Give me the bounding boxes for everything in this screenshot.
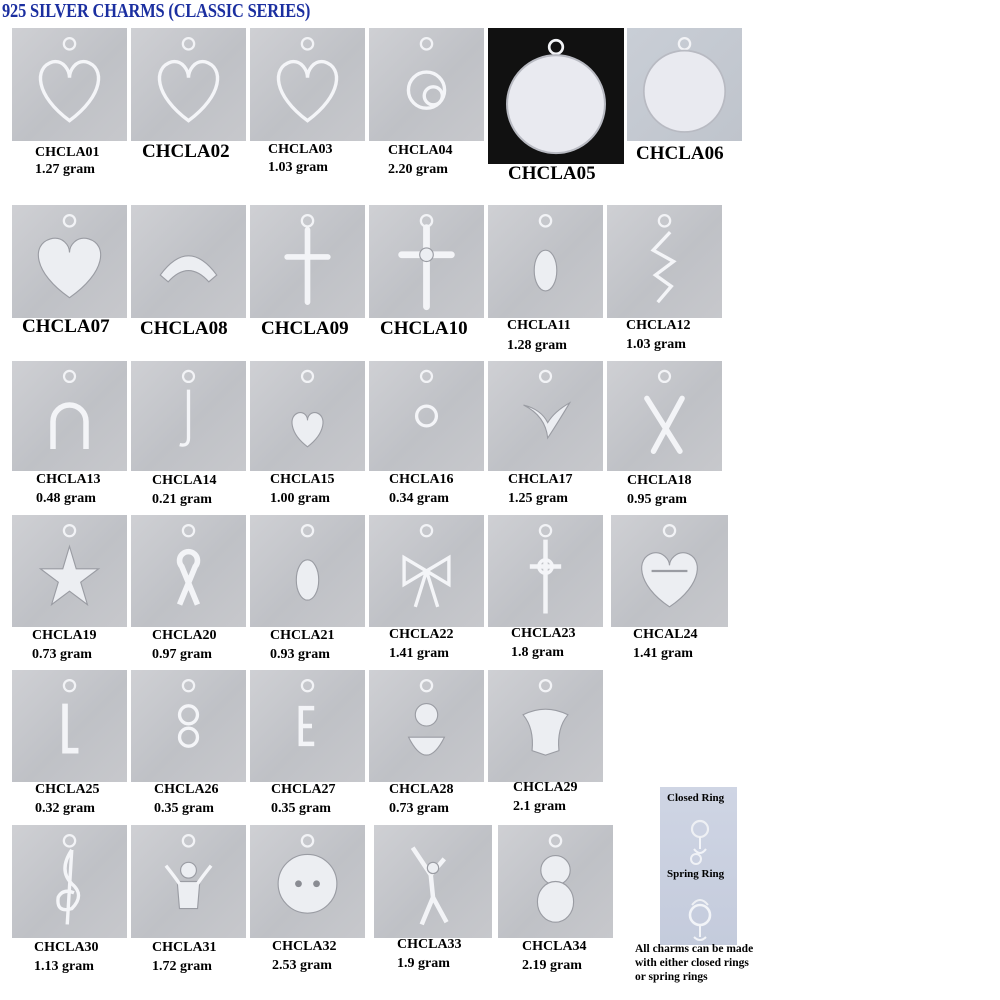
charm-code: CHCLA20 (152, 628, 217, 643)
charm-photo (12, 670, 127, 782)
charm-weight: 0.93 gram (270, 647, 330, 662)
charm-code: CHCLA16 (389, 472, 454, 487)
ring-options-photo (660, 787, 737, 945)
charm-weight: 2.19 gram (522, 958, 582, 973)
bean-icon (250, 515, 365, 627)
charm-code: CHCLA29 (513, 780, 578, 795)
treble-clef-icon (12, 825, 127, 938)
charm-code: CHCLA03 (268, 142, 333, 157)
ring-types-icon (660, 787, 737, 945)
charm-code: CHCLA33 (397, 937, 462, 952)
egg-chick-icon (369, 670, 484, 782)
cupid-icon (131, 825, 246, 938)
charm-code: CHCLA25 (35, 782, 100, 797)
ring-note (635, 942, 775, 984)
charm-code: CHCLA19 (32, 628, 97, 643)
teddy-bear-icon (498, 825, 613, 938)
open-heart-icon (131, 28, 246, 141)
charm-photo (131, 205, 246, 318)
charm-code: CHCLA32 (272, 939, 337, 954)
charm-code: CHCLA04 (388, 143, 453, 158)
charm-weight: 0.32 gram (35, 801, 95, 816)
charm-photo (488, 361, 603, 471)
charm-weight: 1.03 gram (626, 337, 686, 352)
charm-photo (374, 825, 492, 938)
charm-weight: 2.20 gram (388, 162, 448, 177)
charm-weight: 1.28 gram (507, 338, 567, 353)
page-title: 925 SILVER CHARMS (CLASSIC SERIES) (2, 0, 311, 22)
charm-weight: 0.34 gram (389, 491, 449, 506)
letter-j-icon (131, 361, 246, 471)
charm-code: CHCLA31 (152, 940, 217, 955)
charm-weight: 1.27 gram (35, 162, 95, 177)
child-face-icon (250, 825, 365, 938)
curved-bar-icon (131, 205, 246, 318)
charm-code: CHCLA27 (271, 782, 336, 797)
charm-weight: 1.03 gram (268, 160, 328, 175)
charm-code: CHCLA22 (389, 627, 454, 642)
letter-x-icon (607, 361, 722, 471)
charm-photo (488, 205, 603, 318)
dove-icon (488, 361, 603, 471)
charm-photo (611, 515, 728, 627)
cross-icon (250, 205, 365, 318)
charm-code: CHCLA30 (34, 940, 99, 955)
charm-code: CHCLA09 (261, 318, 349, 339)
ribbon-icon (131, 515, 246, 627)
angel-icon (488, 670, 603, 782)
star-icon (12, 515, 127, 627)
charm-photo (369, 670, 484, 782)
charm-code: CHCLA02 (142, 141, 230, 162)
charm-code: CHCAL24 (633, 627, 698, 642)
charm-photo (627, 28, 742, 141)
charm-photo (488, 515, 603, 627)
charm-weight: 0.35 gram (271, 801, 331, 816)
charm-photo (12, 28, 127, 141)
charm-weight: 1.00 gram (270, 491, 330, 506)
open-heart-icon (250, 28, 365, 141)
charm-code: CHCLA18 (627, 473, 692, 488)
charm-weight: 0.73 gram (32, 647, 92, 662)
charm-photo (250, 515, 365, 627)
letter-e-icon (250, 670, 365, 782)
spring-ring-label: Spring Ring (667, 868, 725, 880)
charm-code: CHCLA34 (522, 939, 587, 954)
figure-eight-icon (131, 670, 246, 782)
ribbon-cross-icon (488, 515, 603, 627)
bean-icon (488, 205, 603, 318)
charm-code: CHCLA12 (626, 318, 691, 333)
charm-photo (131, 515, 246, 627)
charm-code: CHCLA10 (380, 318, 468, 339)
charm-code: CHCLA08 (140, 318, 228, 339)
charm-photo (369, 515, 484, 627)
charm-photo (488, 670, 603, 782)
charm-photo (131, 670, 246, 782)
charm-code: CHCLA01 (35, 145, 100, 160)
charm-weight: 0.97 gram (152, 647, 212, 662)
cheerleader-icon (374, 825, 492, 938)
charm-code: CHCLA07 (22, 316, 110, 337)
charm-photo (607, 205, 722, 318)
charm-weight: 1.8 gram (511, 645, 564, 660)
bow-icon (369, 515, 484, 627)
charm-weight: 1.41 gram (389, 646, 449, 661)
charm-photo (131, 361, 246, 471)
letter-l-icon (12, 670, 127, 782)
charm-code: CHCLA05 (508, 163, 596, 184)
charm-photo (369, 205, 484, 318)
charm-photo (250, 361, 365, 471)
ring-note-line: with either closed rings (635, 957, 749, 969)
disc-icon (627, 28, 742, 141)
closed-ring-label: Closed Ring (667, 792, 725, 804)
charm-photo (250, 670, 365, 782)
small-heart-icon (250, 361, 365, 471)
charm-code: CHCLA13 (36, 472, 101, 487)
charm-weight: 1.13 gram (34, 959, 94, 974)
charm-code: CHCLA23 (511, 626, 576, 641)
charm-code: CHCLA15 (270, 472, 335, 487)
charm-weight: 2.1 gram (513, 799, 566, 814)
charm-code: CHCLA14 (152, 473, 217, 488)
charm-weight: 0.48 gram (36, 491, 96, 506)
horseshoe-icon (12, 361, 127, 471)
charm-weight: 0.95 gram (627, 492, 687, 507)
charm-photo (131, 825, 246, 938)
disc-icon (488, 28, 624, 164)
fleur-cross-icon (369, 205, 484, 318)
charm-code: CHCLA06 (636, 143, 724, 164)
charm-weight: 0.35 gram (154, 801, 214, 816)
charm-photo (12, 515, 127, 627)
charm-photo (250, 825, 365, 938)
charm-photo (488, 28, 624, 164)
charm-weight: 0.21 gram (152, 492, 212, 507)
charm-code: CHCLA28 (389, 782, 454, 797)
charm-code: CHCLA21 (270, 628, 335, 643)
charm-code: CHCLA11 (507, 318, 571, 333)
charm-photo (12, 361, 127, 471)
charm-weight: 1.41 gram (633, 646, 693, 661)
charm-weight: 2.53 gram (272, 958, 332, 973)
charm-code: CHCLA26 (154, 782, 219, 797)
zigzag-icon (607, 205, 722, 318)
charm-photo (12, 205, 127, 318)
ribbon-heart-icon (611, 515, 728, 627)
charm-weight: 1.72 gram (152, 959, 212, 974)
charm-weight: 1.9 gram (397, 956, 450, 971)
solid-heart-icon (12, 205, 127, 318)
charm-photo (131, 28, 246, 141)
charm-photo (498, 825, 613, 938)
charm-photo (607, 361, 722, 471)
charm-photo (12, 825, 127, 938)
ring-note-line: All charms can be made (635, 943, 754, 955)
charm-photo (369, 361, 484, 471)
charm-weight: 0.73 gram (389, 801, 449, 816)
charm-weight: 1.25 gram (508, 491, 568, 506)
charm-photo (250, 28, 365, 141)
spiral-icon (369, 28, 484, 141)
charm-photo (250, 205, 365, 318)
charm-code: CHCLA17 (508, 472, 573, 487)
flower-icon (369, 361, 484, 471)
open-heart-icon (12, 28, 127, 141)
charm-photo (369, 28, 484, 141)
ring-note-line: or spring rings (635, 971, 708, 983)
